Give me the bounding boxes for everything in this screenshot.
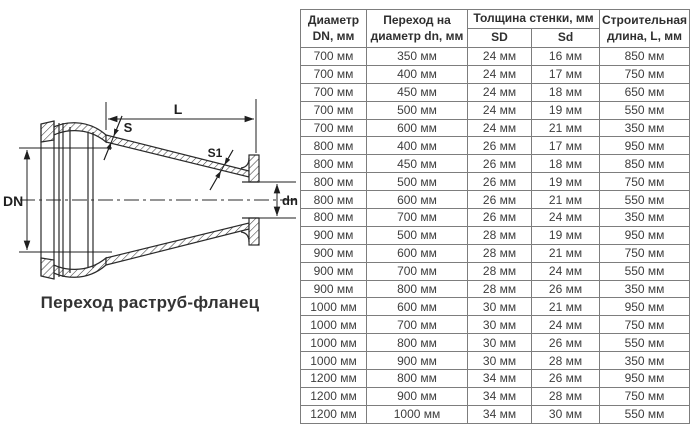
table-cell: 1000 мм [301,334,367,352]
table-cell: 26 мм [468,191,532,209]
table-row [301,137,690,155]
table-cell: 24 мм [468,48,532,66]
table-cell: 700 мм [301,101,367,119]
table-row [301,387,690,405]
table-cell: 350 мм [600,119,690,137]
table-cell: 800 мм [301,209,367,227]
table-cell: 34 мм [468,387,532,405]
col-header-sd-lower: Sd [532,29,600,48]
table-cell: 21 мм [532,244,600,262]
table-cell: 450 мм [367,155,468,173]
table-cell: 1000 мм [301,352,367,370]
table-row [301,298,690,316]
label-DN: DN [3,193,24,209]
label-L: L [173,101,183,117]
table-row [301,65,690,83]
table-row [301,119,690,137]
col-header-thickness-group: Толщина стенки, мм [468,10,600,29]
table-cell: 600 мм [367,244,468,262]
table-cell: 350 мм [600,209,690,227]
table-cell: 18 мм [532,83,600,101]
table-cell: 21 мм [532,191,600,209]
table-cell: 26 мм [468,209,532,227]
table-row [301,405,690,423]
table-cell: 24 мм [532,316,600,334]
table-row [301,209,690,227]
table-cell: 900 мм [301,226,367,244]
table-cell: 400 мм [367,137,468,155]
table-row [301,101,690,119]
table-cell: 500 мм [367,226,468,244]
spec-table-header [301,10,690,48]
table-cell: 800 мм [367,334,468,352]
table-cell: 26 мм [468,137,532,155]
table-row [301,352,690,370]
table-cell: 24 мм [532,262,600,280]
table-cell: 1000 мм [301,298,367,316]
table-cell: 30 мм [468,334,532,352]
table-cell: 500 мм [367,101,468,119]
table-cell: 800 мм [367,370,468,388]
table-cell: 30 мм [468,298,532,316]
table-cell: 700 мм [301,119,367,137]
table-cell: 750 мм [600,244,690,262]
table-cell: 550 мм [600,262,690,280]
table-cell: 26 мм [532,280,600,298]
table-cell: 26 мм [532,334,600,352]
table-cell: 1200 мм [301,387,367,405]
table-cell: 750 мм [600,173,690,191]
table-cell: 350 мм [367,48,468,66]
table-cell: 700 мм [301,48,367,66]
table-cell: 900 мм [301,280,367,298]
table-cell: 1000 мм [301,316,367,334]
table-row [301,48,690,66]
pipe-transition-drawing [0,0,300,330]
col-header-sd-upper: SD [468,29,532,48]
table-cell: 750 мм [600,65,690,83]
table-row [301,191,690,209]
label-dn: dn [282,193,298,208]
table-cell: 750 мм [600,387,690,405]
table-cell: 600 мм [367,191,468,209]
table-cell: 900 мм [301,262,367,280]
table-cell: 550 мм [600,405,690,423]
spec-table-body [301,48,690,424]
col-header-diameter: Диаметр DN, мм [301,10,367,48]
table-cell: 28 мм [468,244,532,262]
table-cell: 650 мм [600,83,690,101]
table-cell: 800 мм [367,280,468,298]
table-cell: 550 мм [600,101,690,119]
table-cell: 800 мм [301,155,367,173]
table-cell: 950 мм [600,137,690,155]
table-cell: 700 мм [367,209,468,227]
table-cell: 950 мм [600,298,690,316]
table-cell: 700 мм [367,316,468,334]
table-cell: 18 мм [532,155,600,173]
table-cell: 550 мм [600,191,690,209]
table-cell: 17 мм [532,137,600,155]
table-row [301,316,690,334]
table-cell: 28 мм [468,262,532,280]
table-cell: 28 мм [532,352,600,370]
table-cell: 21 мм [532,298,600,316]
table-cell: 34 мм [468,405,532,423]
table-cell: 24 мм [532,209,600,227]
table-row [301,334,690,352]
table-row [301,155,690,173]
col-header-build-length: Строительная длина, L, мм [600,10,690,48]
table-cell: 500 мм [367,173,468,191]
table-cell: 19 мм [532,101,600,119]
table-cell: 900 мм [301,244,367,262]
table-cell: 28 мм [468,280,532,298]
label-S1: S1 [207,146,223,160]
table-cell: 600 мм [367,298,468,316]
col-header-transition: Переход на диаметр dn, мм [367,10,468,48]
table-cell: 24 мм [468,65,532,83]
table-row [301,173,690,191]
table-cell: 26 мм [532,370,600,388]
table-cell: 950 мм [600,226,690,244]
table-cell: 700 мм [301,83,367,101]
table-cell: 800 мм [301,137,367,155]
spec-table [300,9,690,424]
table-cell: 26 мм [468,155,532,173]
table-row [301,226,690,244]
table-cell: 24 мм [468,83,532,101]
table-cell: 28 мм [532,387,600,405]
table-cell: 450 мм [367,83,468,101]
spec-table-panel [300,9,690,424]
table-cell: 19 мм [532,173,600,191]
table-cell: 1200 мм [301,405,367,423]
table-cell: 30 мм [468,316,532,334]
table-cell: 850 мм [600,48,690,66]
diagram-panel [0,0,300,432]
table-cell: 350 мм [600,352,690,370]
label-S: S [123,120,133,135]
table-cell: 1000 мм [367,405,468,423]
table-cell: 550 мм [600,334,690,352]
table-cell: 34 мм [468,370,532,388]
table-cell: 24 мм [468,119,532,137]
table-cell: 21 мм [532,119,600,137]
table-cell: 350 мм [600,280,690,298]
table-cell: 600 мм [367,119,468,137]
table-cell: 17 мм [532,65,600,83]
table-cell: 750 мм [600,316,690,334]
table-cell: 950 мм [600,370,690,388]
table-cell: 1200 мм [301,370,367,388]
diagram-caption: Переход раструб-фланец [40,293,260,312]
table-cell: 900 мм [367,387,468,405]
table-cell: 800 мм [301,173,367,191]
table-cell: 24 мм [468,101,532,119]
table-row [301,370,690,388]
table-row [301,83,690,101]
table-cell: 800 мм [301,191,367,209]
table-cell: 30 мм [468,352,532,370]
table-cell: 28 мм [468,226,532,244]
table-cell: 19 мм [532,226,600,244]
table-row [301,280,690,298]
table-cell: 26 мм [468,173,532,191]
table-cell: 400 мм [367,65,468,83]
table-cell: 700 мм [301,65,367,83]
table-cell: 16 мм [532,48,600,66]
table-row [301,262,690,280]
table-row [301,244,690,262]
table-cell: 850 мм [600,155,690,173]
table-cell: 900 мм [367,352,468,370]
table-cell: 700 мм [367,262,468,280]
table-cell: 30 мм [532,405,600,423]
